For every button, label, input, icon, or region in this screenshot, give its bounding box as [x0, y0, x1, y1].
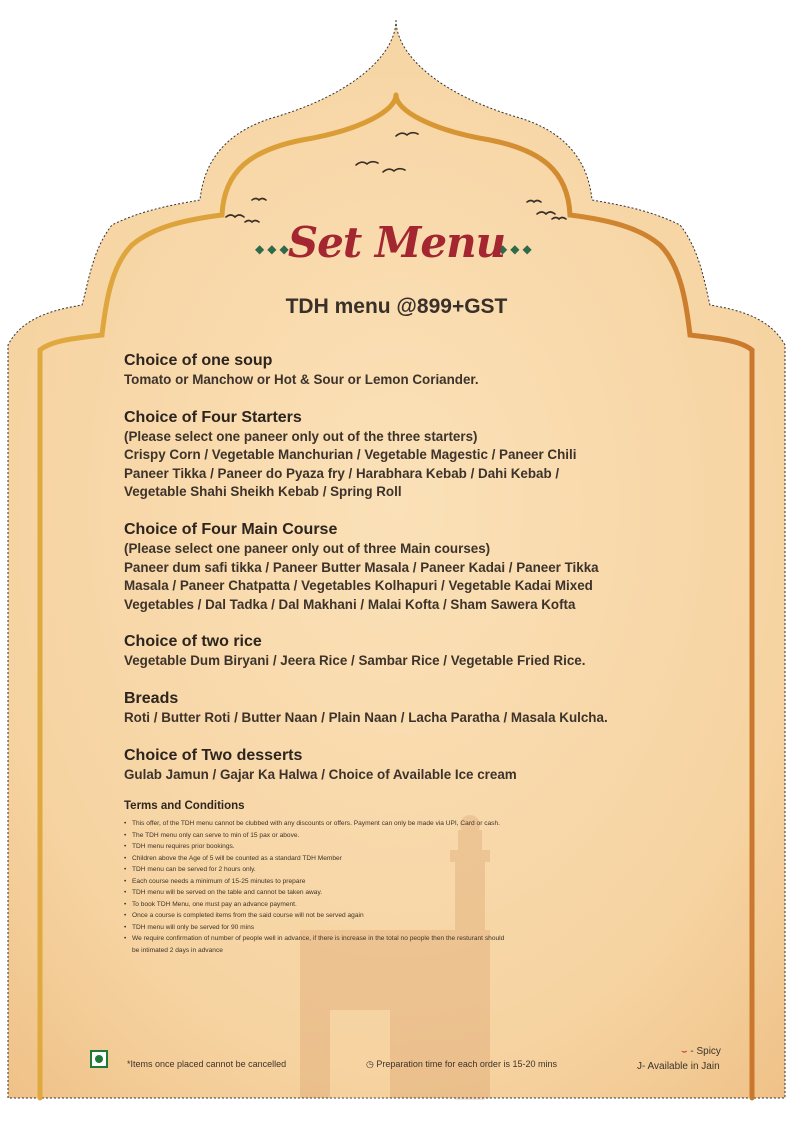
section-title: Choice of Four Main Course	[124, 520, 338, 538]
title-wrap	[0, 218, 793, 278]
menu-section-desserts	[124, 745, 684, 785]
terms-item: • TDH menu requires prior bookings.	[124, 841, 684, 853]
section-line: Masala / Paneer Chatpatta / Vegetables Kolhapuri / Vegetable Kadai Mixed	[124, 578, 593, 594]
chili-icon: ⌣	[681, 1046, 688, 1057]
jain-legend: J- Available in Jain	[637, 1061, 720, 1072]
price-heading: TDH menu @899+GST	[285, 295, 508, 318]
section-note: (Please select one paneer only out of three Main courses)	[124, 540, 491, 556]
section-note: (Please select one paneer only out of the three starters)	[124, 428, 478, 444]
section-line: Paneer Tikka / Paneer do Pyaza fry / Harabhara Kebab / Dahi Kebab /	[124, 465, 560, 481]
terms-item: • TDH menu will only be served for 90 mins	[124, 922, 684, 934]
menu-section-soup	[124, 350, 684, 390]
veg-mark-icon	[90, 1050, 108, 1068]
section-line: Paneer dum safi tikka / Paneer Butter Masala / Paneer Kadai / Paneer Tikka	[124, 559, 599, 575]
terms-item: • Once a course is completed items from the said course will not be served again	[124, 910, 684, 922]
menu-sections	[124, 350, 684, 801]
terms-item: • TDH menu will be served on the table and cannot be taken away.	[124, 887, 684, 899]
terms-item: • Each course needs a minimum of 15-25 minutes to prepare	[124, 876, 684, 888]
spicy-legend: - Spicy	[690, 1046, 721, 1057]
prep-note-wrap	[366, 1059, 557, 1070]
section-title: Choice of two rice	[124, 633, 262, 651]
menu-section-breads	[124, 688, 684, 728]
terms-item: • TDH menu can be served for 2 hours only.	[124, 864, 684, 876]
section-line: Vegetable Shahi Sheikh Kebab / Spring Roll	[124, 484, 402, 500]
diamond-ornament-icon: ◆◆◆	[498, 242, 535, 256]
diamond-ornament-icon: ◆◆◆	[255, 242, 292, 256]
clock-icon: ◷	[366, 1059, 374, 1069]
terms-item: • To book TDH Menu, one must pay an advance payment.	[124, 899, 684, 911]
spicy-legend-wrap	[681, 1046, 721, 1057]
menu-section-main-course	[124, 519, 684, 614]
section-line: Gulab Jamun / Gajar Ka Halwa / Choice of Available Ice cream	[124, 766, 517, 782]
terms-item: • We require confirmation of number of people well in advance, if there is increase in the total no people then the resturant should be intimated 2 days in advance	[124, 933, 512, 956]
terms-and-conditions	[124, 800, 684, 956]
section-title: Choice of one soup	[124, 352, 273, 369]
menu-section-starters	[124, 407, 684, 502]
cancel-note: *Items once placed cannot be cancelled	[127, 1059, 287, 1069]
section-line: Roti / Butter Roti / Butter Naan / Plain Naan / Lacha Paratha / Masala Kulcha.	[124, 709, 608, 725]
section-title: Choice of Four Starters	[124, 408, 302, 426]
section-line: Crispy Corn / Vegetable Manchurian / Vegetable Magestic / Paneer Chili	[124, 447, 577, 463]
section-line: Vegetable Dum Biryani / Jeera Rice / Sambar Rice / Vegetable Fried Rice.	[124, 653, 586, 669]
terms-list	[124, 818, 684, 956]
terms-item: • The TDH menu only can serve to min of 15 pax or above.	[124, 830, 684, 842]
terms-item: • Children above the Age of 5 will be counted as a standard TDH Member	[124, 853, 684, 865]
menu-section-rice	[124, 631, 684, 671]
terms-title: Terms and Conditions	[124, 800, 245, 812]
terms-item: • This offer, of the TDH menu cannot be clubbed with any discounts or offers. Payment can only be made via UPI, Card or cash.	[124, 818, 684, 830]
section-title: Choice of Two desserts	[124, 746, 303, 764]
prep-note: Preparation time for each order is 15-20 mins	[376, 1059, 557, 1069]
section-line: Vegetables / Dal Tadka / Dal Makhani / Malai Kofta / Sham Sawera Kofta	[124, 596, 576, 612]
page-title: Set Menu	[287, 218, 506, 267]
section-title: Breads	[124, 689, 179, 707]
section-line: Tomato or Manchow or Hot & Sour or Lemon Coriander.	[124, 372, 479, 387]
